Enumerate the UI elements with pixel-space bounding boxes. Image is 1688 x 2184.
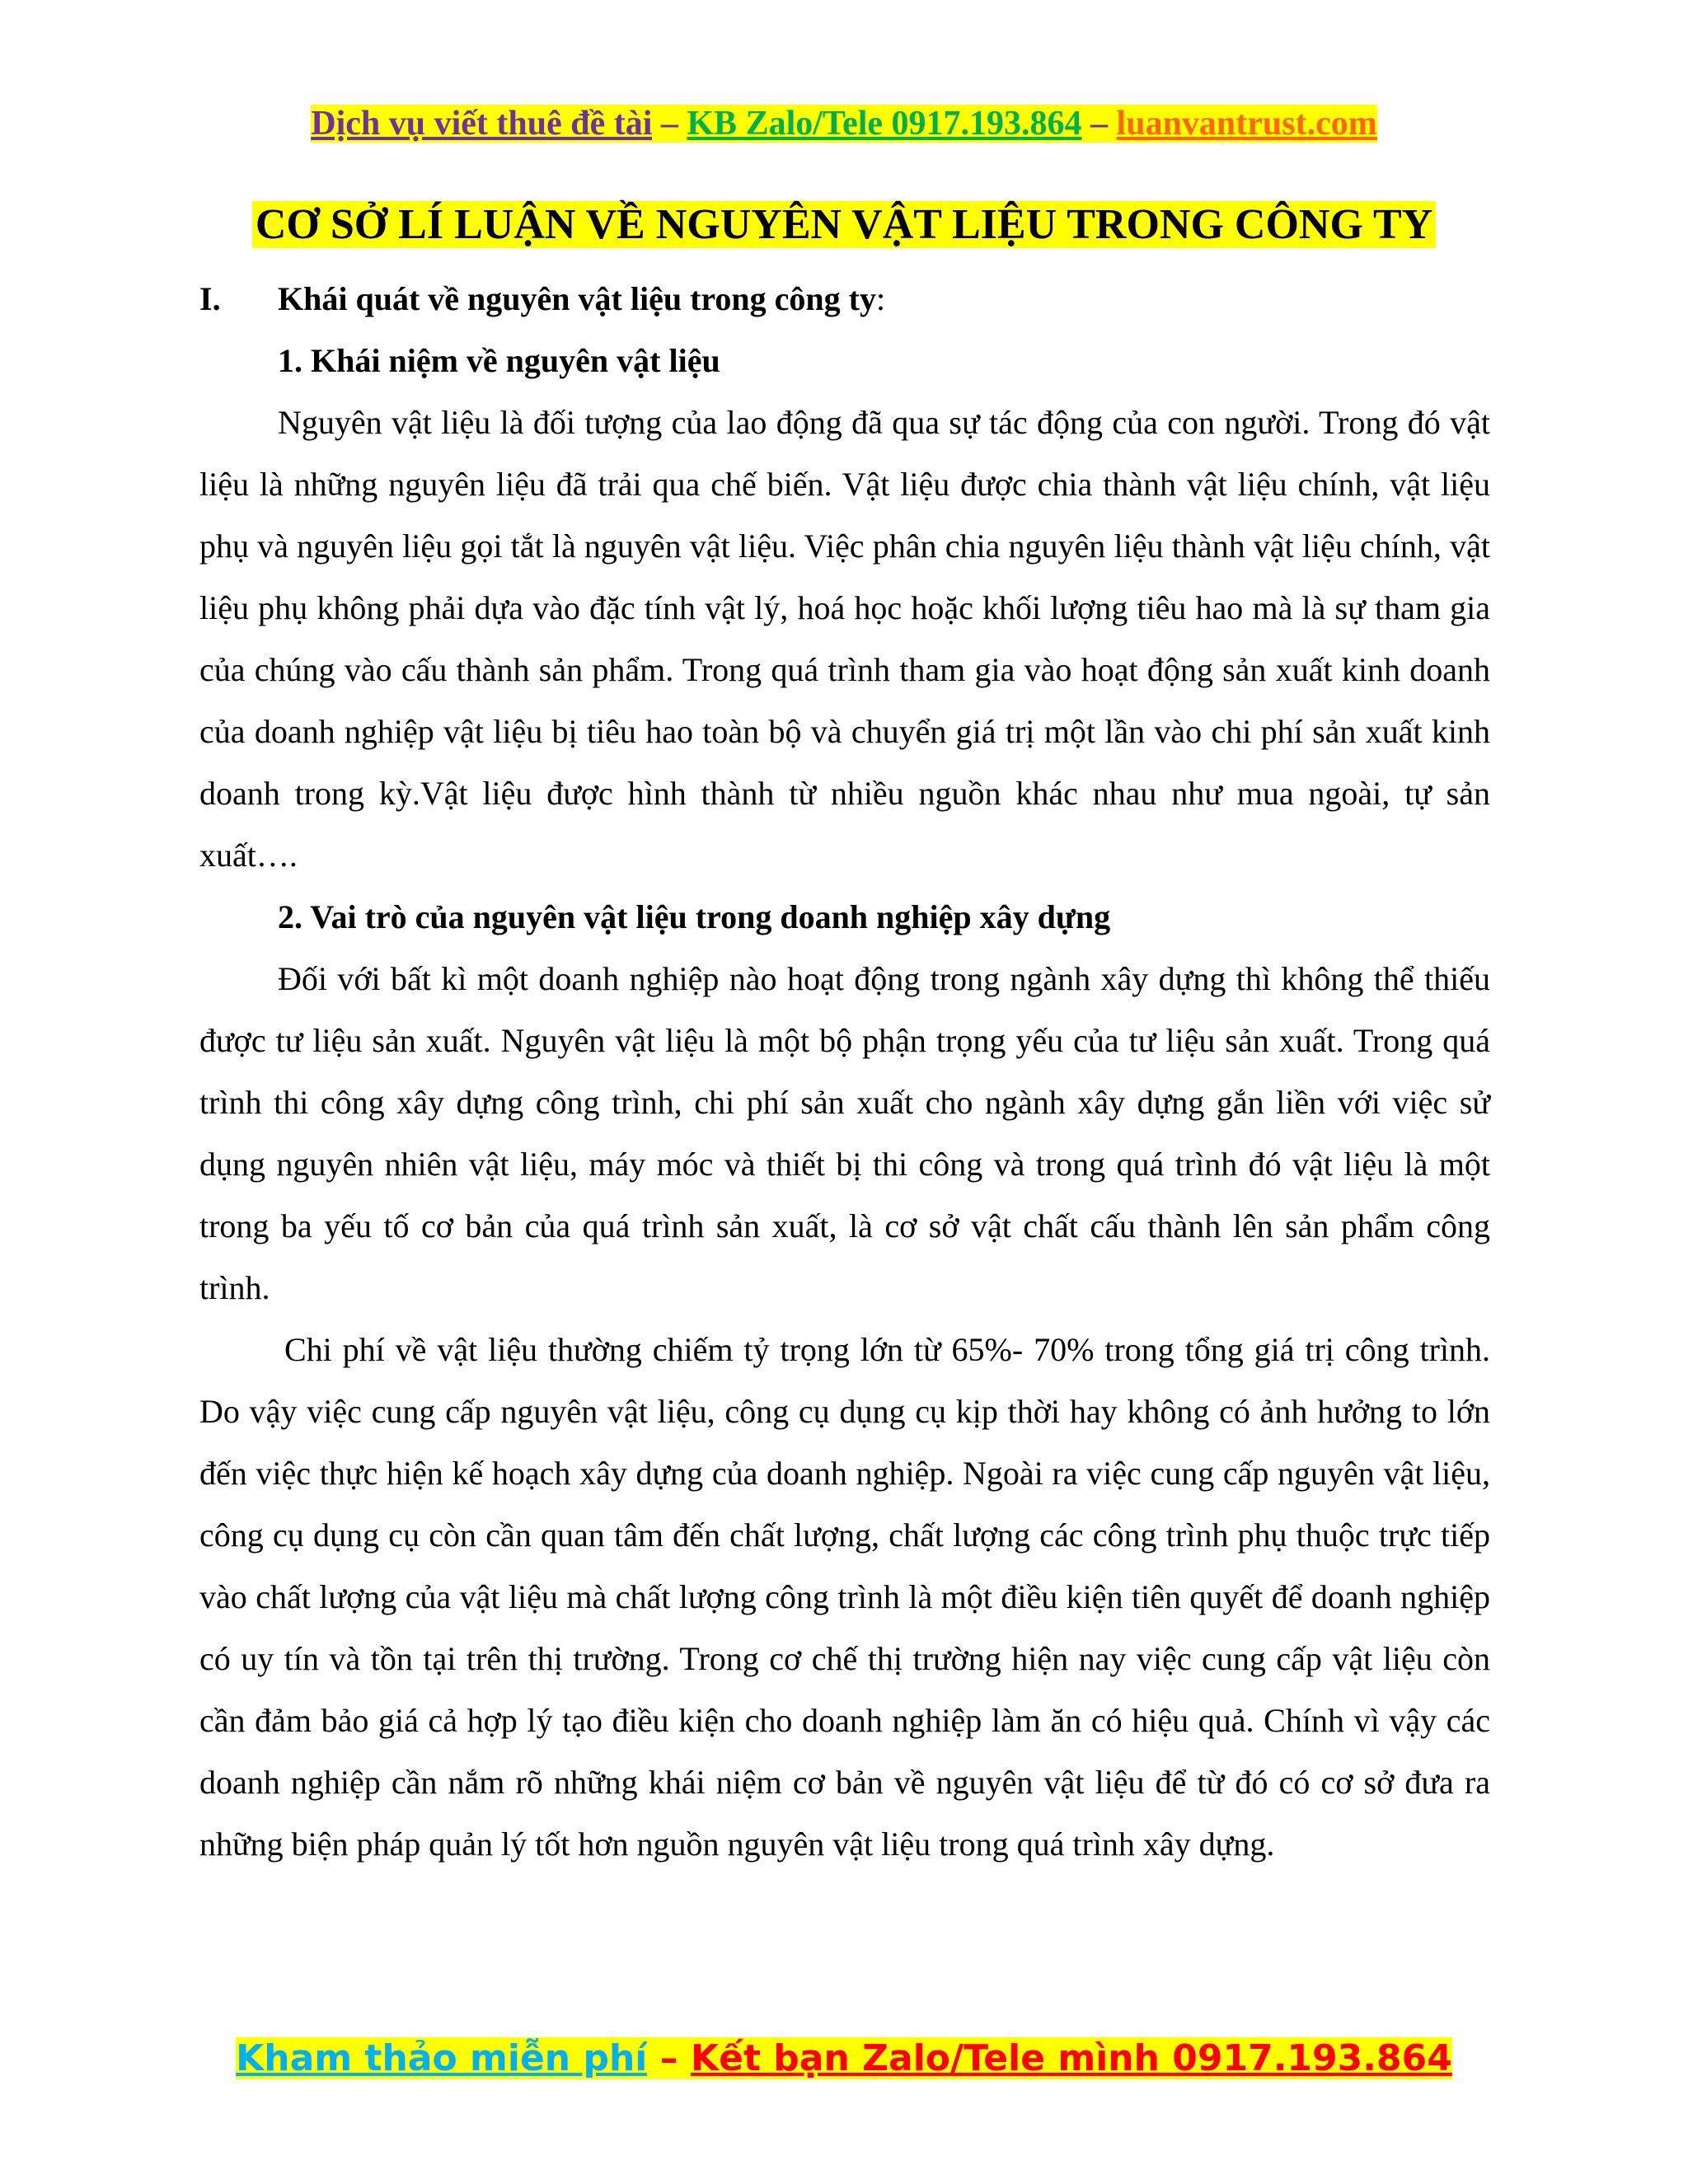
paragraph-role: Đối với bất kì một doanh nghiệp nào hoạt động trong ngành xây dựng thì không thể thiếu được tư liệu sản xuất. Nguyên vật liệu là một bộ phận trọng yếu của tư liệu sản xuất. Trong quá trình thi công xây dựng công trình, chi phí sản xuất cho ngành xây dựng gắn liền với việc sử dụng nguyên nhiên vật liệu, máy móc và thiết bị thi công và trong quá trình đó vật liệu là một trong ba yếu tố cơ bản của quá trình sản xuất, là cơ sở vật chất cấu thành lên sản phẩm công trình. [199,960,1490,1306]
paragraph-definition: Nguyên vật liệu là đối tượng của lao động đã qua sự tác động của con người. Trong đó vật liệu là những nguyên liệu đã trải qua chế biến. Vật liệu được chia thành vật liệu chính, vật liệu phụ và nguyên liệu gọi tắt là nguyên vật liệu. Việc phân chia nguyên liệu thành vật liệu chính, vật liệu phụ không phải dựa vào đặc tính vật lý, hoá học hoặc khối lượng tiêu hao mà là sự tham gia của chúng vào cấu thành sản phẩm. Trong quá trình tham gia vào hoạt động sản xuất kinh doanh của doanh nghiệp vật liệu bị tiêu hao toàn bộ và chuyển giá trị một lần vào chi phí sản xuất kinh doanh trong kỳ.Vật liệu được hình thành từ nhiều nguồn khác nhau như mua ngoài, tự sản xuất…. [199,404,1490,874]
footer-promo-banner [0,2030,1688,2088]
footer-contact-link[interactable]: Kết bạn Zalo/Tele mình 0917.193.864 [691,2037,1452,2079]
document-title [0,196,1688,254]
section-heading-1 [199,268,1490,330]
section-number: I. [199,280,221,317]
header-contact-link[interactable]: KB Zalo/Tele 0917.193.864 [687,105,1082,143]
header-separator-1: – [652,105,687,143]
header-separator-2: – [1081,105,1117,143]
header-promo-banner [0,97,1688,150]
footer-free-reference-link[interactable]: Kham thảo miễn phí [236,2037,648,2079]
section-heading-text: Khái quát về nguyên vật liệu trong công ty [278,280,876,317]
footer-separator: – [647,2037,691,2079]
header-website-link[interactable]: luanvantrust.com [1116,105,1377,143]
paragraph-cost: Chi phí về vật liệu thường chiếm tỷ trọng lớn từ 65%- 70% trong tổng giá trị công trình. Do vậy việc cung cấp nguyên vật liệu, công cụ dụng cụ kịp thời hay không có ảnh hưởng to lớn đến việc thực hiện kế hoạch xây dựng của doanh nghiệp. Ngoài ra việc cung cấp nguyên vật liệu, công cụ dụng cụ còn cần quan tâm đến chất lượng, chất lượng các công trình phụ thuộc trực tiếp vào chất lượng của vật liệu mà chất lượng công trình là một điều kiện tiên quyết để doanh nghiệp có uy tín và tồn tại trên thị trường. Trong cơ chế thị trường hiện nay việc cung cấp vật liệu còn cần đảm bảo giá cả hợp lý tạo điều kiện cho doanh nghiệp làm ăn có hiệu quả. Chính vì vậy các doanh nghiệp cần nắm rõ những khái niệm cơ bản về nguyên vật liệu để từ đó có cơ sở đưa ra những biện pháp quản lý tốt hơn nguồn nguyên vật liệu trong quá trình xây dựng. [199,1331,1490,1863]
document-title-text: CƠ SỞ LÍ LUẬN VỀ NGUYÊN VẬT LIỆU TRONG CÔNG TY [252,201,1436,248]
subsection-heading-2: 2. Vai trò của nguyên vật liệu trong doanh nghiệp xây dựng [278,898,1111,935]
subsection-heading-1: 1. Khái niệm về nguyên vật liệu [278,342,720,379]
section-heading-colon: : [876,280,886,317]
header-service-link[interactable]: Dịch vụ viết thuê đề tài [311,105,653,143]
document-body [199,268,1490,1875]
